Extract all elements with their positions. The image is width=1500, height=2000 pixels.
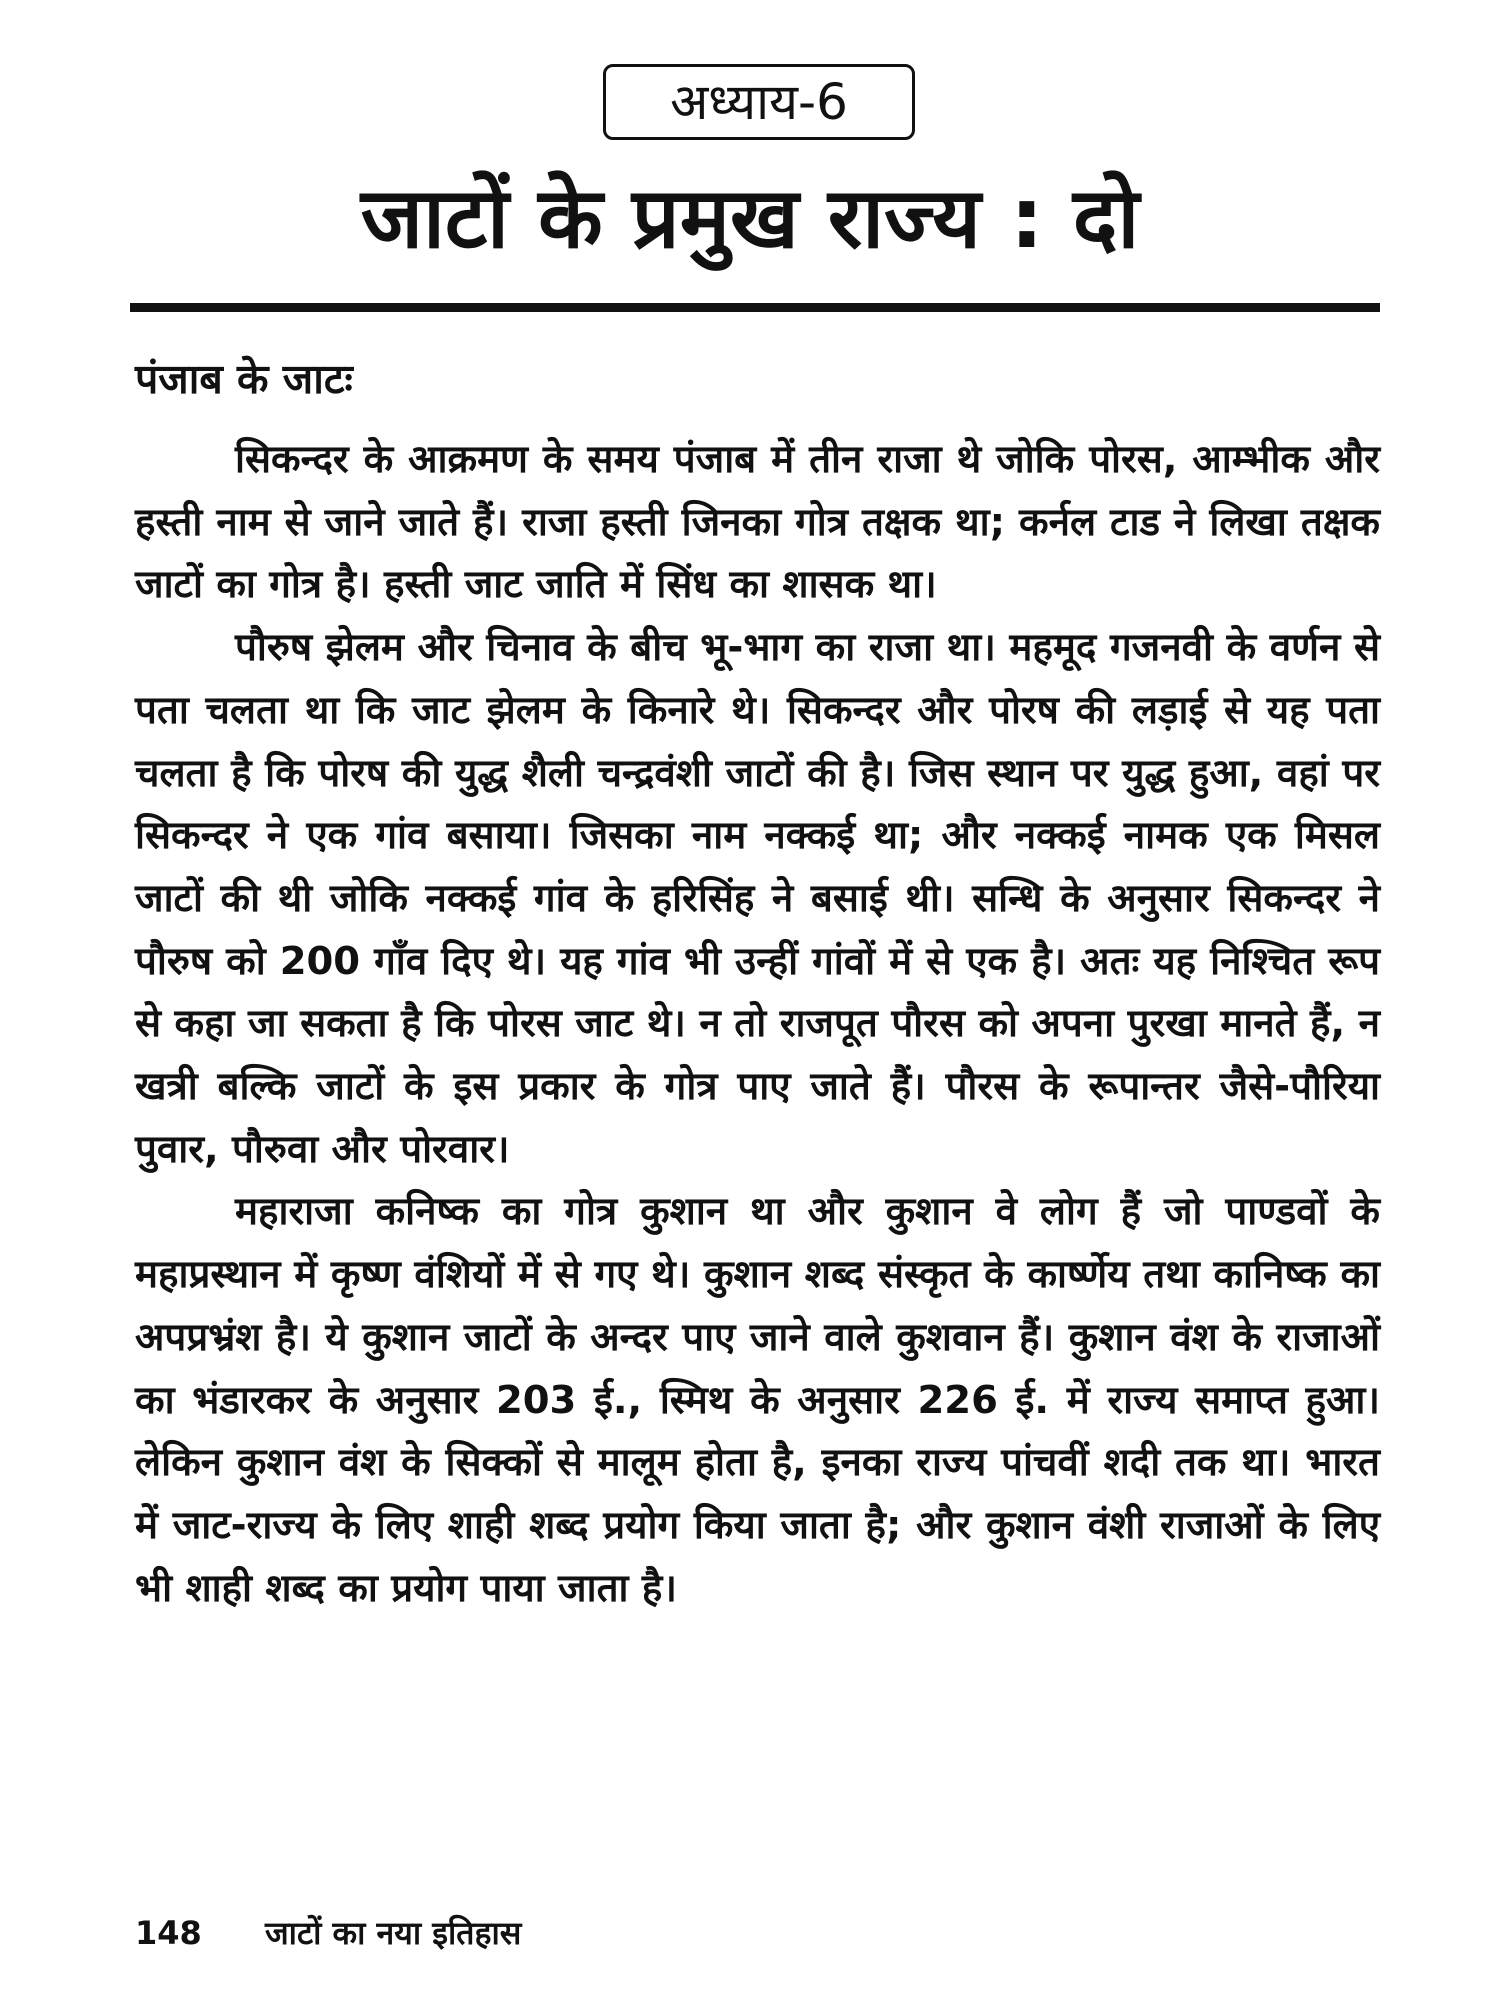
page-number: 148 [135, 1914, 202, 1952]
title-divider [130, 303, 1380, 312]
body-text [135, 429, 1380, 1620]
paragraph: सिकन्दर के आक्रमण के समय पंजाब में तीन राजा थे जोकि पोरस, आम्भीक और हस्ती नाम से जाने जाते हैं। राजा हस्ती जिनका गोत्र तक्षक था; कर्नल टाड ने लिखा तक्षक जाटों का गोत्र है। हस्ती जाट जाति में सिंध का शासक था। [135, 437, 1380, 608]
section-heading: पंजाब के जाटः [135, 355, 353, 403]
chapter-label-box [603, 64, 915, 140]
page-footer [135, 1914, 521, 1952]
chapter-label: अध्याय-6 [670, 73, 848, 131]
paragraph: महाराजा कनिष्क का गोत्र कुशान था और कुशान वे लोग हैं जो पाण्डवों के महाप्रस्थान में कृष्ण वंशियों में से गए थे। कुशान शब्द संस्कृत के कार्ष्णेय तथा कानिष्क का अपप्रभ्रंश है। ये कुशान जाटों के अन्दर पाए जाने वाले कुशवान हैं। कुशान वंश के राजाओं का भंडारकर के अनुसार 203 ई., स्मिथ के अनुसार 226 ई. में राज्य समाप्त हुआ। लेकिन कुशान वंश के सिक्कों से मालूम होता है, इनका राज्य पांचवीं शदी तक था। भारत में जाट-राज्य के लिए शाही शब्द प्रयोग किया जाता है; और कुशान वंशी राजाओं के लिए भी शाही शब्द का प्रयोग पाया जाता है। [135, 1189, 1380, 1611]
book-title: जाटों का नया इतिहास [264, 1914, 522, 1952]
paragraph: पौरुष झेलम और चिनाव के बीच भू-भाग का राजा था। महमूद गजनवी के वर्णन से पता चलता था कि जाट झेलम के किनारे थे। सिकन्दर और पोरष की लड़ाई से यह पता चलता है कि पोरष की युद्ध शैली चन्द्रवंशी जाटों की है। जिस स्थान पर युद्ध हुआ, वहां पर सिकन्दर ने एक गांव बसाया। जिसका नाम नक्कई था; और नक्कई नामक एक मिसल जाटों की थी जोकि नक्कई गांव के हरिसिंह ने बसाई थी। सन्धि के अनुसार सिकन्दर ने पौरुष को 200 गाँव दिए थे। यह गांव भी उन्हीं गांवों में से एक है। अतः यह निश्चित रूप से कहा जा सकता है कि पोरस जाट थे। न तो राजपूत पौरस को अपना पुरखा मानते हैं, न खत्री बल्कि जाटों के इस प्रकार के गोत्र पाए जाते हैं। पौरस के रूपान्तर जैसे-पौरिया पुवार, पौरुवा और पोरवार। [135, 625, 1380, 1172]
chapter-title: जाटों के प्रमुख राज्य : दो [360, 169, 1140, 267]
